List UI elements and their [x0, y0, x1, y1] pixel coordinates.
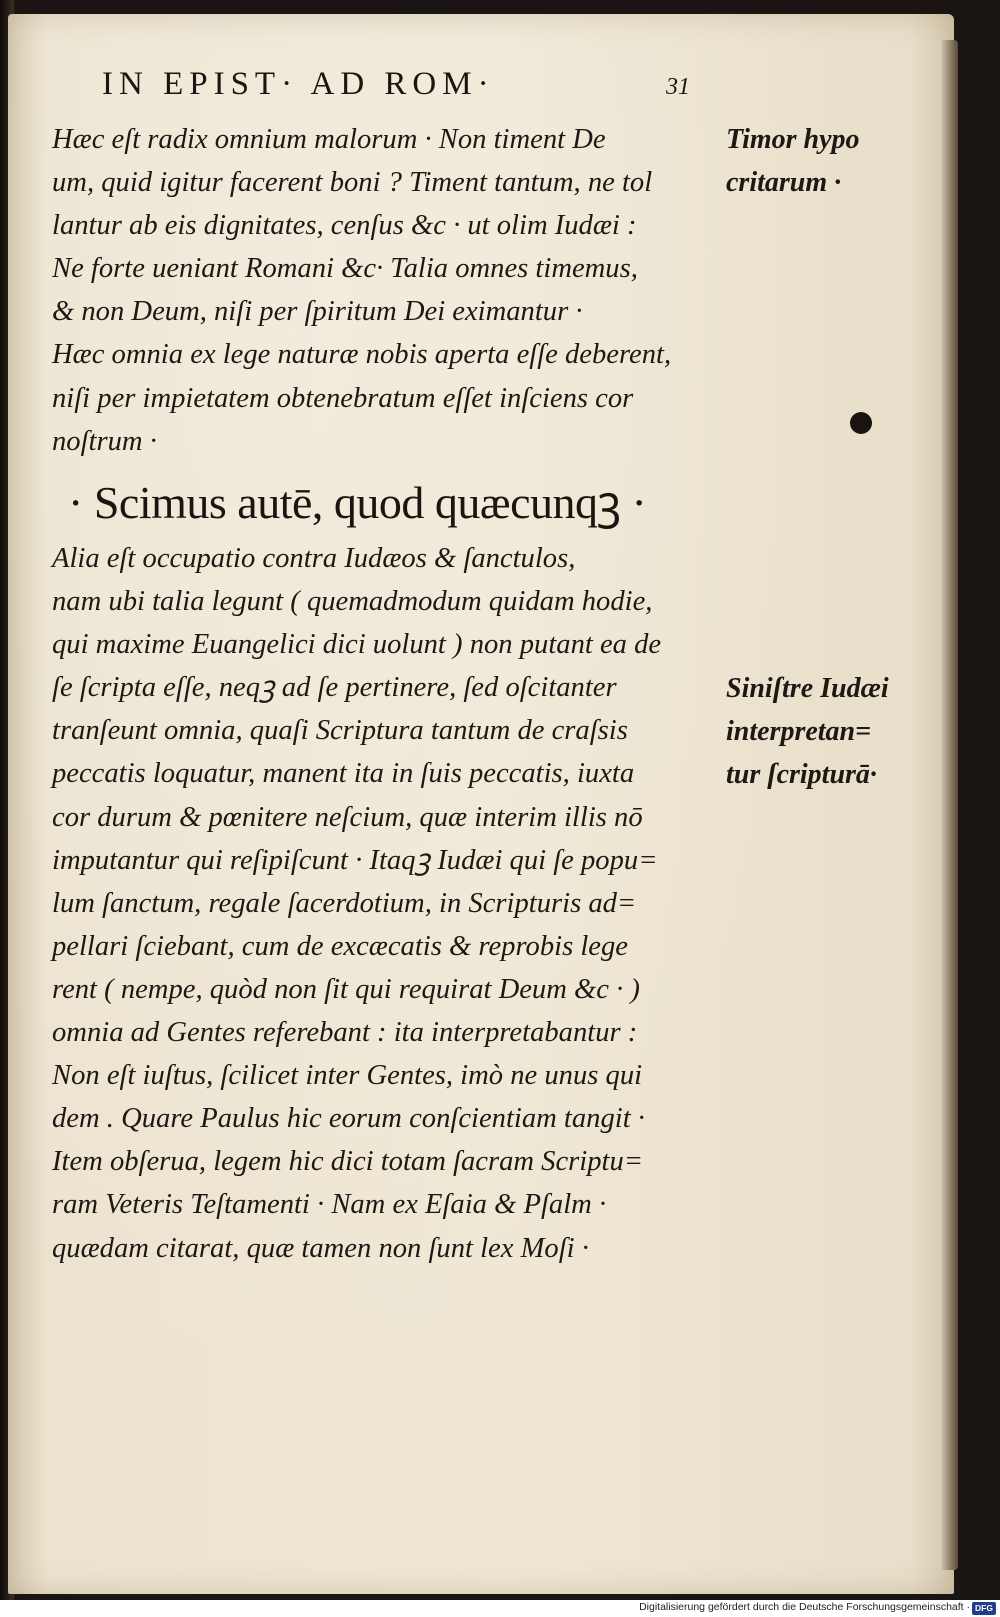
margin-note-line: Siniſtre Iudæi	[726, 673, 889, 704]
text-line: ram Veteris Teſtamenti · Nam ex Eſaia & Pſalm ·	[52, 1189, 607, 1221]
text-line: Ne forte ueniant Romani &c· Talia omnes timemus,	[52, 253, 638, 285]
ink-blot	[850, 412, 872, 434]
text-line: noſtrum ·	[52, 425, 157, 457]
passage-1	[52, 118, 712, 463]
text-line: Hæc eſt radix omnium malorum · Non timent De	[52, 124, 606, 155]
text-line: & non Deum, niſi per ſpiritum Dei eximantur ·	[52, 296, 583, 328]
section-heading: · Scimus autē, quod quæcunqꝫ ·	[68, 477, 647, 528]
margin-note-timor	[726, 118, 946, 204]
margin-note-line: critarum ·	[726, 167, 842, 198]
text-line: cor durum & pœnitere neſcium, quæ interim illis nō	[52, 801, 643, 833]
text-line: tranſeunt omnia, quaſi Scriptura tantum de craſsis	[52, 715, 628, 747]
text-line: pellari ſciebant, cum de excæcatis & reprobis lege	[52, 930, 628, 962]
margin-note-line: Timor hypo	[726, 124, 860, 155]
text-line: Item obſerua, legem hic dici totam ſacram Scriptu=	[52, 1146, 644, 1178]
margin-note-line: interpretan=	[726, 716, 872, 747]
margin-note-sinistre	[726, 667, 946, 796]
text-line: peccatis loquatur, manent ita in ſuis peccatis, iuxta	[52, 758, 635, 790]
text-line: imputantur qui reſipiſcunt · Itaqꝫ Iudæi qui ſe popu=	[52, 844, 658, 876]
text-line: Alia eſt occupatio contra Iudæos & ſanctulos,	[52, 543, 576, 574]
text-line: Non eſt iuſtus, ſcilicet inter Gentes, imò ne unus qui	[52, 1060, 643, 1092]
text-line: qui maxime Euangelici dici uolunt ) non putant ea de	[52, 629, 662, 661]
dfg-logo: DFG	[972, 1602, 996, 1615]
folio-number: 31	[666, 74, 690, 100]
text-line: rent ( nempe, quòd non ſit qui requirat Deum &c · )	[52, 973, 640, 1005]
text-line: niſi per impietatem obtenebratum eſſet inſciens cor	[52, 382, 634, 414]
text-line: quædam citarat, quæ tamen non ſunt lex Moſi ·	[52, 1232, 589, 1264]
text-line: ſe ſcripta eſſe, neqꝫ ad ſe pertinere, ſed oſcitanter	[52, 672, 617, 704]
text-line: um, quid igitur facerent boni ? Timent tantum, ne tol	[52, 167, 653, 199]
text-line: dem . Quare Paulus hic eorum conſcientiam tangit ·	[52, 1103, 645, 1135]
running-head: IN EPIST· AD ROM·	[102, 66, 495, 102]
page-fore-edge	[942, 40, 958, 1570]
text-line: lantur ab eis dignitates, cenſus &c · ut olim Iudæi :	[52, 210, 637, 242]
text-line: Hæc omnia ex lege naturæ nobis aperta eſſe deberent,	[52, 339, 672, 371]
text-line: lum ſanctum, regale ſacerdotium, in Scripturis ad=	[52, 887, 637, 919]
funding-credit: Digitalisierung gefördert durch die Deutsche Forschungsgemeinschaft ·	[639, 1601, 970, 1613]
passage-2	[52, 537, 712, 1270]
text-line: omnia ad Gentes referebant : ita interpretabantur :	[52, 1017, 638, 1049]
text-line: nam ubi talia legunt ( quemadmodum quidam hodie,	[52, 586, 653, 618]
margin-note-line: tur ſcripturā·	[726, 759, 877, 790]
